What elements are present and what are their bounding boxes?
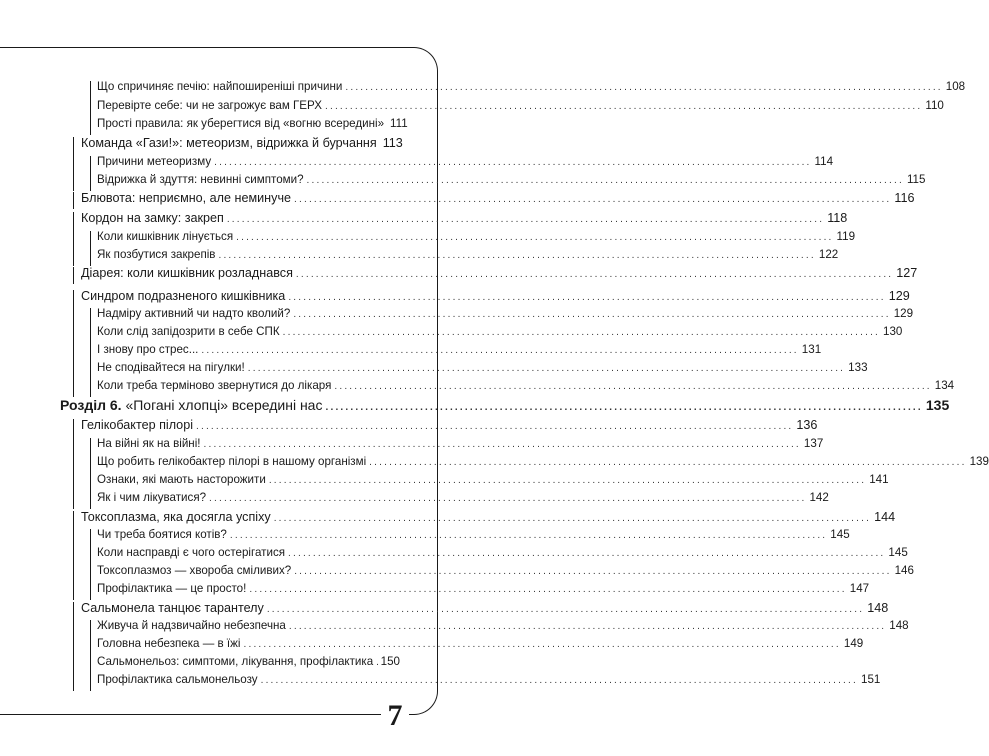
group-rule	[90, 308, 91, 397]
subsection-entry	[97, 564, 914, 577]
entry-title: Коли насправді є чого остерігатися	[97, 546, 286, 559]
entry-title: Сальмонела танцює тарантелу	[81, 601, 264, 615]
entry-title: Токсоплазмоз — хвороба сміливих?	[97, 564, 292, 577]
entry-page: 131	[801, 343, 822, 356]
subsection-entry	[97, 546, 908, 559]
entry-page: 149	[843, 637, 864, 650]
entry-title	[60, 397, 322, 413]
leader-dots: ........................................................................................................................	[247, 363, 846, 374]
entry-title: Що спричиняє печію: найпоширеніші причини	[97, 80, 343, 93]
entry-page: 147	[849, 582, 870, 595]
subsection-entry	[97, 455, 989, 468]
entry-title: Діарея: коли кишківник розладнався	[81, 266, 293, 280]
entry-title: Коли кишківник лінується	[97, 230, 234, 243]
entry-title: Не сподівайтеся на пігулки!	[97, 361, 245, 374]
leader-dots: ........................................................................................................................	[268, 475, 867, 486]
leader-dots: ........................................................................................................................	[306, 175, 904, 186]
group-rule	[90, 620, 91, 691]
group-rule	[90, 438, 91, 509]
chapter-title: «Погані хлопці» всередині нас	[125, 397, 323, 413]
entry-title: Головна небезпека — в їжі	[97, 637, 241, 650]
subsection-entry	[97, 637, 864, 650]
entry-title: Як позбутися закрепів	[97, 248, 216, 261]
subsection-entry	[97, 473, 889, 486]
entry-title: Коли слід запідозрити в себе СПК	[97, 325, 280, 338]
entry-title: Прості правила: як уберегтися від «вогню всередині»	[97, 117, 385, 130]
entry-page: 114	[814, 155, 834, 168]
leader-dots: ........................................................................................................................	[196, 421, 794, 432]
entry-page: 135	[925, 397, 950, 413]
group-rule	[90, 81, 91, 135]
group-rule	[73, 419, 74, 509]
entry-page: 146	[894, 564, 914, 577]
entry-page: 148	[889, 619, 909, 632]
leader-dots: ........................................................................................................................	[229, 530, 828, 541]
subsection-entry	[97, 655, 400, 668]
subsection-entry	[97, 248, 839, 261]
entry-page: 108	[945, 80, 966, 93]
entry-page: 118	[827, 211, 848, 225]
leader-dots: ........................................................................................................................	[260, 675, 858, 686]
subsection-entry	[97, 491, 829, 504]
subsection-entry	[97, 437, 824, 450]
group-rule	[73, 511, 74, 600]
leader-dots: ........................................................................................................................	[203, 439, 801, 450]
entry-page: 129	[893, 307, 914, 320]
leader-dots: ........................................................................................................................	[294, 566, 892, 577]
entry-page: 151	[861, 673, 881, 686]
subsection-entry	[97, 325, 903, 338]
entry-page: 136	[796, 418, 818, 432]
leader-dots: ........................................................................................................................	[369, 457, 967, 468]
entry-page: 145	[830, 528, 850, 541]
leader-dots: ........................................................................................................................	[218, 250, 816, 261]
subsection-entry	[97, 173, 926, 186]
subsection-entry	[97, 619, 909, 632]
entry-title: Ознаки, які мають насторожити	[97, 473, 266, 486]
entry-title: Команда «Гази!»: метеоризм, відрижка й бурчання	[81, 136, 377, 150]
section-entry	[81, 266, 918, 280]
page-number: 7	[381, 699, 409, 733]
subsection-entry	[97, 673, 881, 686]
entry-title: Надміру активний чи надто кволий?	[97, 307, 291, 320]
entry-title: На війні як на війні!	[97, 437, 201, 450]
section-entry	[81, 211, 848, 225]
entry-page: 113	[382, 136, 403, 150]
group-rule	[90, 156, 91, 191]
subsection-entry	[97, 343, 822, 356]
subsection-entry	[97, 117, 408, 130]
group-rule	[73, 290, 74, 397]
entry-title: Як і чим лікуватися?	[97, 491, 207, 504]
entry-page: 116	[894, 191, 915, 205]
entry-page: 144	[874, 510, 896, 524]
leader-dots: ........................................................................................................................	[249, 584, 847, 595]
entry-page: 145	[888, 546, 908, 559]
subsection-entry	[97, 99, 944, 112]
leader-dots: ........................................................................................................................	[324, 101, 923, 112]
leader-dots: ........................................................................................................................	[334, 381, 932, 392]
chapter-label: Розділ 6.	[60, 397, 126, 413]
entry-page: 127	[896, 266, 918, 280]
entry-title: Що робить гелікобактер пілорі в нашому організмі	[97, 455, 367, 468]
group-rule	[73, 192, 74, 209]
group-rule	[73, 137, 74, 191]
entry-title: Блювота: неприємно, але неминуче	[81, 191, 292, 205]
subsection-entry	[97, 80, 966, 93]
group-rule	[73, 212, 74, 266]
entry-title: Перевірте себе: чи не загрожує вам ГЕРХ	[97, 99, 322, 112]
leader-dots: ........................................................................................................................	[345, 82, 943, 93]
subsection-entry	[97, 582, 870, 595]
entry-title: Сальмонельоз: симптоми, лікування, профілактика	[97, 655, 374, 668]
leader-dots: ........................................................................................................................	[209, 493, 807, 504]
entry-page: 129	[888, 289, 910, 303]
leader-dots: ........................................................................................................................	[282, 327, 881, 338]
leader-dots: ........................................................................................................................	[243, 639, 841, 650]
entry-title: Гелікобактер пілорі	[81, 418, 193, 432]
entry-title: Причини метеоризму	[97, 155, 212, 168]
subsection-entry	[97, 307, 914, 320]
subsection-entry	[97, 230, 856, 243]
entry-title: Живуча й надзвичайно небезпечна	[97, 619, 286, 632]
entry-page: 141	[869, 473, 889, 486]
entry-title: Відрижка й здуття: невинні симптоми?	[97, 173, 304, 186]
entry-page: 130	[883, 325, 903, 338]
leader-dots: ........................................................................................................................	[293, 309, 891, 320]
entry-page: 122	[818, 248, 839, 261]
entry-page: 150	[380, 655, 400, 668]
section-entry	[81, 510, 896, 524]
leader-dots: ........................................................................................................................	[201, 345, 799, 356]
leader-dots: ........................................................................................................................	[273, 513, 872, 524]
group-rule	[90, 529, 91, 600]
subsection-entry	[97, 155, 834, 168]
group-rule	[73, 602, 74, 691]
entry-title: Синдром подразненого кишківника	[81, 289, 286, 303]
entry-page: 119	[836, 230, 856, 243]
entry-title: Профілактика — це просто!	[97, 582, 247, 595]
entry-page: 111	[390, 117, 408, 130]
subsection-entry	[97, 379, 955, 392]
section-entry	[81, 418, 818, 432]
section-entry	[81, 136, 403, 150]
leader-dots: ........................................................................................................................	[266, 604, 865, 615]
entry-page: 137	[803, 437, 824, 450]
subsection-entry	[97, 361, 868, 374]
leader-dots: ........................................................................................................................	[236, 232, 834, 243]
entry-title: Профілактика сальмонельозу	[97, 673, 258, 686]
section-entry	[81, 289, 910, 303]
entry-title: І знову про стрес...	[97, 343, 199, 356]
group-rule	[90, 231, 91, 266]
leader-dots: ........................................................................................................................	[294, 194, 892, 205]
entry-page: 133	[848, 361, 868, 374]
leader-dots: ........................................................................................................................	[295, 269, 894, 280]
entry-page: 134	[934, 379, 955, 392]
leader-dots: ........................................................................................................................	[288, 548, 886, 559]
leader-dots: ........................................................................................................................	[214, 157, 812, 168]
leader-dots: ........................................................................................................................	[226, 214, 825, 225]
entry-page: 139	[969, 455, 989, 468]
leader-dots: ........................................................................................................................	[325, 402, 923, 413]
leader-dots: ........................................................................................................................	[288, 621, 887, 632]
subsection-entry	[97, 528, 850, 541]
entry-page: 148	[867, 601, 889, 615]
entry-title: Токсоплазма, яка досягла успіху	[81, 510, 271, 524]
section-entry	[81, 191, 915, 205]
entry-page: 110	[925, 99, 944, 112]
entry-title: Чи треба боятися котів?	[97, 528, 227, 541]
group-rule	[73, 267, 74, 284]
section-entry	[81, 601, 889, 615]
entry-page: 115	[906, 173, 926, 186]
entry-title: Коли треба терміново звернутися до лікаря	[97, 379, 332, 392]
leader-dots	[376, 657, 377, 668]
chapter-entry	[60, 397, 950, 413]
entry-title: Кордон на замку: закреп	[81, 211, 224, 225]
leader-dots: ........................................................................................................................	[288, 292, 886, 303]
entry-page: 142	[809, 491, 829, 504]
